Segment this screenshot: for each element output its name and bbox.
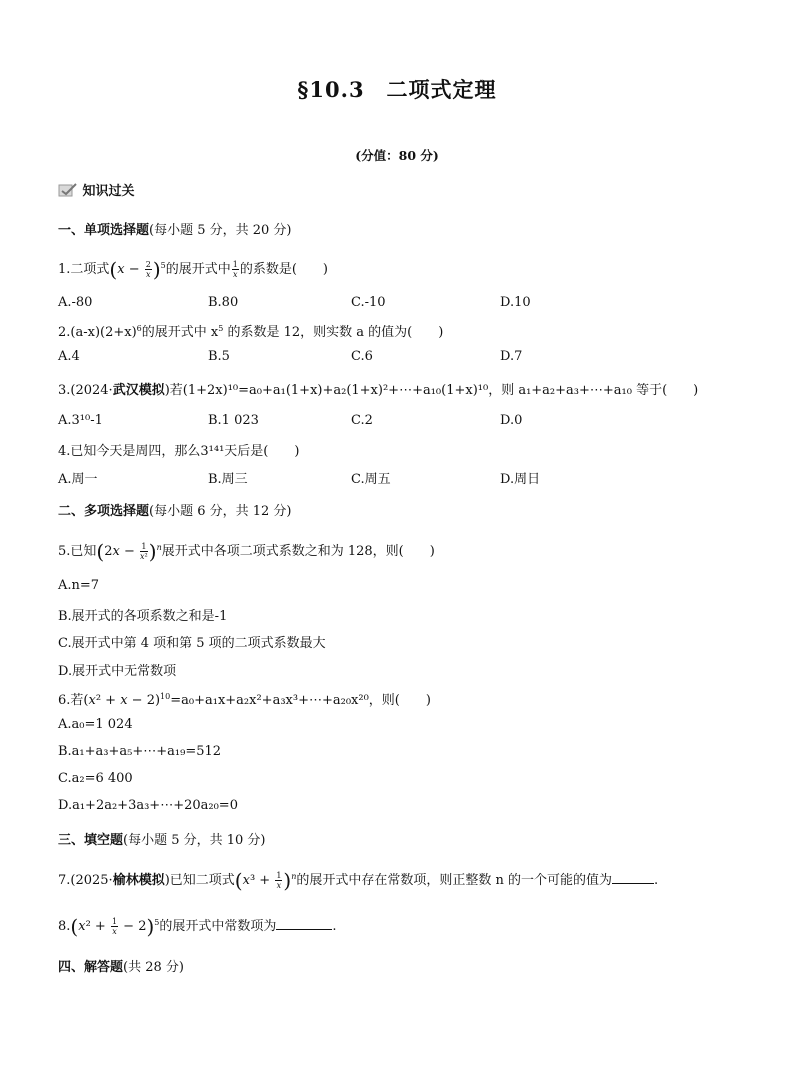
question-4: 4.已知今天是周四，那么3¹⁴¹天后是( ) — [58, 444, 300, 459]
checklist-icon — [58, 183, 78, 201]
q4-option-c: C.周五 — [351, 472, 391, 487]
q2-option-a: A.4 — [58, 349, 80, 364]
question-5: 5.已知(2x − $\frac{1}{\text{x²}}$ )$^n$展开式中各项二项式系数之和为 128，则( ) — [58, 539, 435, 564]
section-heading-fill-blank: 三、填空题(每小题 5 分，共 10 分) — [58, 833, 266, 848]
q4-option-d: D.周日 — [500, 472, 541, 487]
q5-option-d: D.展开式中无常数项 — [58, 664, 177, 679]
formula-8: (x² + $\frac{1}{x}$ − 2)$^5$ — [70, 914, 160, 939]
q5-option-b: B.展开式的各项系数之和是-1 — [58, 609, 228, 624]
q1-option-c: C.-10 — [351, 295, 386, 310]
score-label: (分值：80 分) — [355, 148, 439, 163]
q4-option-a: A.周一 — [58, 472, 98, 487]
section-heading-multi-choice: 二、多项选择题(每小题 6 分，共 12 分) — [58, 504, 292, 519]
q5-option-a: A.n=7 — [58, 578, 100, 593]
q5-option-c: C.展开式中第 4 项和第 5 项的二项式系数最大 — [58, 636, 326, 651]
answer-blank-7[interactable] — [612, 871, 654, 884]
q4-option-b: B.周三 — [208, 472, 248, 487]
q2-option-b: B.5 — [208, 349, 230, 364]
formula-1b: $\frac{1}{x}$ — [232, 260, 238, 279]
q6-option-c: C.a₂=6 400 — [58, 771, 133, 786]
q1-option-d: D.10 — [500, 295, 531, 310]
q2-option-c: C.6 — [351, 349, 373, 364]
question-1: 1.二项式(x − $\frac{2}{x}$ )$^5$的展开式中 $\frac{1}{x}$ 的系数是( ) — [58, 257, 328, 282]
q6-option-a: A.a₀=1 024 — [58, 717, 133, 732]
formula-6: $(x^2 + x - 2)^{10}$ — [83, 692, 171, 708]
formula-5: (2x − $\frac{1}{\text{x²}}$ )$^n$ — [96, 539, 162, 564]
question-6: 6.若$(x^2 + x - 2)^{10}=a_0+a_1x+a_2x^2+a_3x^3+\cdots+a_{20}x^{20}$，则( ) — [58, 692, 431, 708]
knowledge-label: 知识过关 — [82, 184, 135, 199]
q1-option-b: B.80 — [208, 295, 239, 310]
section-heading-single-choice: 一、单项选择题(每小题 5 分，共 20 分) — [58, 223, 292, 238]
question-8: 8.(x² + $\frac{1}{x}$ − 2)$^5$的展开式中常数项为 . — [58, 914, 337, 939]
knowledge-header — [58, 180, 135, 201]
page-title: §10.3 二项式定理 — [297, 77, 497, 102]
q2-option-d: D.7 — [500, 349, 523, 364]
q1-option-a: A.-80 — [58, 295, 93, 310]
answer-blank-8[interactable] — [276, 917, 332, 930]
formula-7: (x³ + $\frac{1}{x}$ )$^n$ — [234, 868, 297, 893]
q6-option-d: D.a₁+2a₂+3a₃+⋯+20a₂₀=0 — [58, 798, 238, 813]
q3-option-c: C.2 — [351, 413, 373, 428]
question-7: 7.(2025·榆林模拟)已知二项式(x³ + $\frac{1}{x}$ )$^n$的展开式中存在常数项，则正整数 n 的一个可能的值为 . — [58, 868, 659, 893]
question-3: 3.(2024·武汉模拟)若(1+2x)¹⁰=a₀+a₁(1+x)+a₂(1+x)²+⋯+a₁₀(1+x)¹⁰，则 a₁+a₂+a₃+⋯+a₁₀ 等于( ) — [58, 383, 699, 398]
q6-option-b: B.a₁+a₃+a₅+⋯+a₁₉=512 — [58, 744, 222, 759]
q3-option-b: B.1 023 — [208, 413, 259, 428]
section-heading-answer: 四、解答题(共 28 分) — [58, 960, 184, 975]
q3-option-d: D.0 — [500, 413, 523, 428]
question-2: $2.(a-x)(2+x)^6$的展开式中 $x^5$ 的系数是 12，则实数 a 的值为( ) — [58, 324, 444, 340]
q3-option-a: A.3¹⁰-1 — [58, 413, 103, 428]
formula-1: (x − $\frac{2}{x}$ )$^5$ — [109, 257, 166, 282]
